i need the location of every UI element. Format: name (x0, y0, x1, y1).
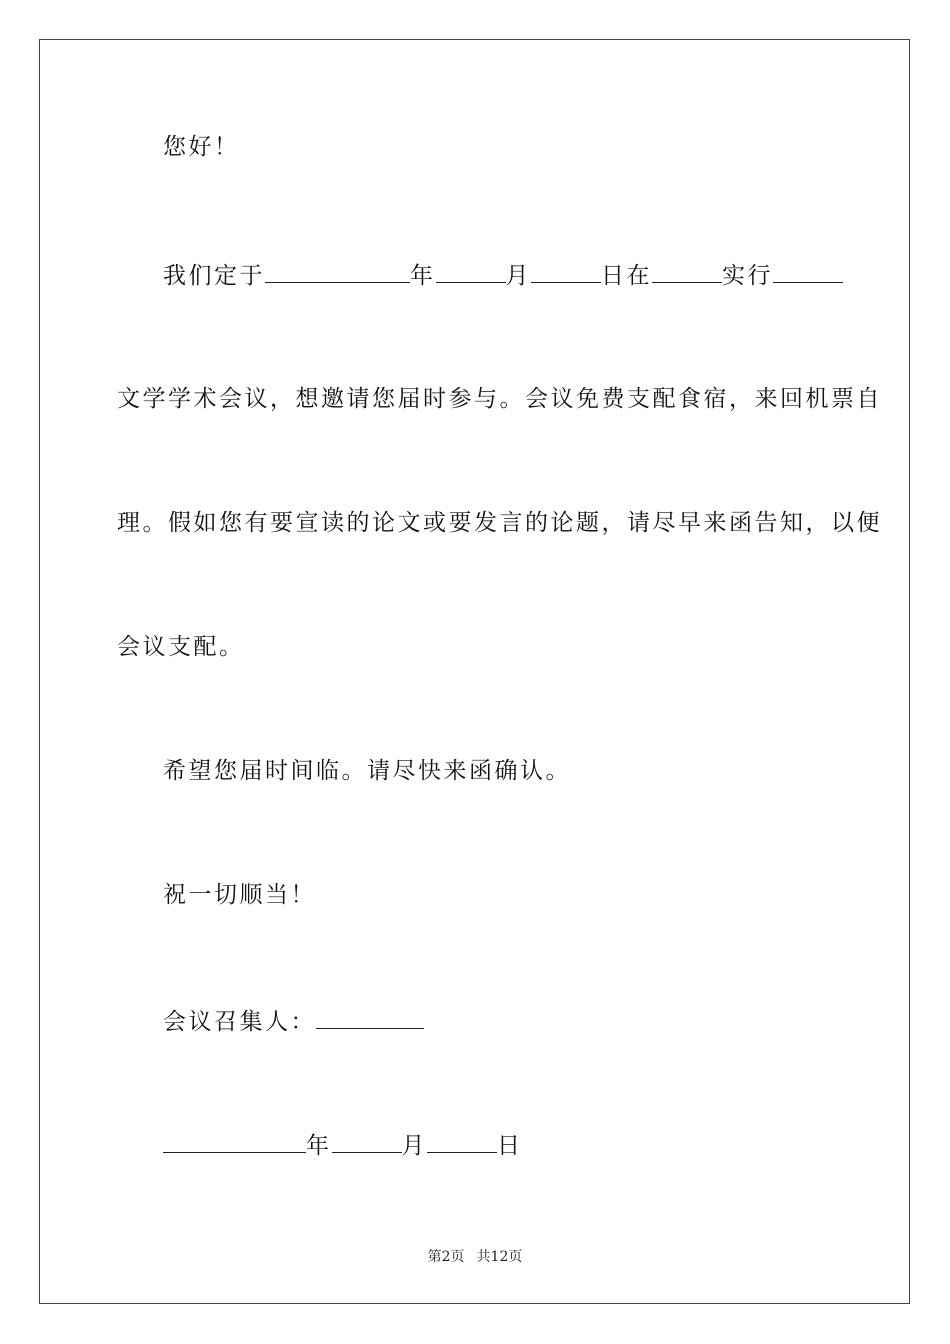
date-day-blank (427, 1130, 497, 1153)
convener-label: 会议召集人： (163, 1009, 316, 1035)
page-number: 第2页 (427, 1249, 465, 1265)
date-year: 年 (306, 1133, 332, 1159)
text-year: 年 (410, 263, 436, 289)
text-held: 实行 (722, 263, 773, 289)
convener-line (163, 1006, 424, 1037)
page-footer (0, 1246, 950, 1266)
date-month-blank (332, 1130, 402, 1153)
hope-line: 希望您届时间临。请尽快来函确认。 (163, 758, 571, 784)
paragraph-1-line-2: 文学学术会议，想邀请您届时参与。会议免费支配食宿，来回机票自 (117, 386, 882, 412)
wish-line: 祝一切顺当！ (163, 882, 316, 908)
paragraph-1-line-3: 理。假如您有要宣读的论文或要发言的论题，请尽早来函告知，以便 (117, 510, 882, 536)
convener-blank (316, 1006, 424, 1029)
paragraph-1-line-1 (163, 260, 843, 291)
page-frame (39, 39, 910, 1304)
date-month: 月 (401, 1133, 427, 1159)
greeting: 您好！ (163, 134, 240, 160)
page-total: 共12页 (476, 1249, 523, 1265)
text-day-at: 日在 (601, 263, 652, 289)
year-blank (265, 260, 410, 283)
day-blank (531, 260, 601, 283)
date-line (163, 1130, 523, 1161)
text-prefix: 我们定于 (163, 263, 265, 289)
date-year-blank (163, 1130, 306, 1153)
paragraph-1-line-4: 会议支配。 (117, 634, 245, 660)
text-month: 月 (505, 263, 531, 289)
place-blank (652, 260, 722, 283)
date-day: 日 (497, 1133, 523, 1159)
month-blank (436, 260, 506, 283)
topic-blank (773, 260, 843, 283)
